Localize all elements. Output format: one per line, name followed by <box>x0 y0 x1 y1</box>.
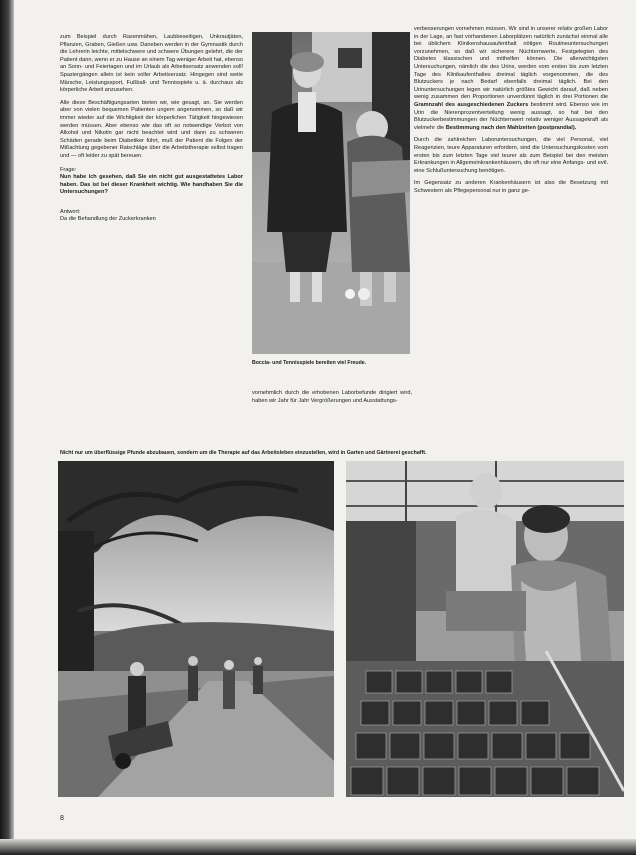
answer-label: Antwort: <box>60 208 81 215</box>
right-paragraph-2: Durch die zahlreichen Laboruntersuchungen, die viel Personal, viel Reagenzien, teure Apparaturen erfordern, sind die Untersuchungskosten vom ersten bis zum letzten Tage viel teurer als zum Beispiel bei den meisten Erkrankungen in Allgemeinkrankenhäusern, die oft nur eine Anfangs- und evtl. eine Schlußuntersuchung benötigen. <box>414 137 608 174</box>
question-text: Nun habe ich gesehen, daß Sie ein nicht gut ausgestattetes Labor haben. Das ist bei dieser Krankheit wichtig. Wie handhaben Sie die Untersuchungen? <box>60 174 243 196</box>
middle-text-block <box>252 390 412 410</box>
boccia-players-photo <box>252 32 410 354</box>
right-paragraph-1 <box>414 26 608 132</box>
middle-paragraph: vornehmlich durch die erhobenen Laborbefunde dirigiert wird, haben wir Jahr für Jahr Vergrößerungen und Ausstattungs- <box>252 390 412 404</box>
right-bold-1: Gramnzahl des ausgeschiedenen Zuckers <box>414 101 529 108</box>
question-block <box>60 167 243 197</box>
answer-text: Da die Behandlung der Zuckerkranken <box>60 216 156 223</box>
left-paragraph-2: Alle diese Beschäftigungsarten bieten wir, wie gesagt, an. Sie werden aber von vielen bequemen Patienten ungern angenommen, so daß wir immer wieder auf die Wichtigkeit der körperlichen Tätigkeit hingewiesen werden müssen. Aber ebenso wie das oft so notwendige Verbot von Alkohol und Nikotin gar nicht beachtet wird und dann zu schweren Schäden gerade beim Diabetiker führt, muß der Patient die Folgen der Mißachtung gegebener Ratschläge über die Arbeitstherapie selbst tragen und — oft leider zu spät bereuen. <box>60 99 243 159</box>
answer-block <box>60 209 243 224</box>
right-paragraph-1-text: verbesserungen vornehmen müssen. Wir sind in unserer relativ großen Labor in der Lage, an fast vorhandenen Laborplätzen natürlich zunächst einmal alle bei üblichem Klinikenshausaufenthalt nötigen Routineuntersuchungen vorzunehmen, so daß wir sicherere Nüchternwerte, Festgelegten des Diabetes klassischen und mithelfen können. Die allerwichtigsten Untersuchungen, nämlich die des Urins, werden vom ersten bis zum letzten Tage des Klinikaufenthaltes dreimal täglich vorgenommen, die des Blutzuckers je nach Bedarf ebenfalls dreimal täglich. Bei den Urinuntersuchungen legen wir natürlich größtes Gewicht darauf, daß neben wenig zusammen den Proportionen unverdünnt täglich in drei Portionen die <box>414 26 608 101</box>
garden-wheelbarrow-photo <box>58 461 334 797</box>
right-paragraph-1-cont: bestimmt wird. Ebenso wie im Urin die Nierenprozentverteilung wenig aussagt, so hat bei den Blutzuckerbestimmungen der Nüchternwert relativ weniger Aussagekraft als vielmehr die <box>414 101 609 131</box>
right-paragraph-3: Im Gegensatz zu anderen Krankenhäusern ist also die Besetzung mit Schwestern als Pflegepersonal nur in ganz ge- <box>414 180 608 194</box>
page-bottom-edge <box>0 839 636 855</box>
greenhouse-work-photo <box>346 461 624 797</box>
wide-photo-caption: Nicht nur um überflüssige Pfunde abzubauen, sondern um die Therapie auf das Arbeitsleben einzustellen, wird in Garten und Gärtnerei geschafft. <box>60 450 427 456</box>
left-paragraph-1: zum Beispiel durch Rasenmähen, Laubbeseitigen, Unkrautjäten, Pflanzen, Graben, Gießen usw. Daneben werden in der Gymnastik durch die Lehrerin leichte, mittelschwere und schwere Übungen gelehrt, die der Patient dann, wenn er zu Hause an einem Tag weniger Arbeit hat, ebenso an Sonn- und Feiertagen und im Urlaub als Arbeitsersatz anwenden soll! Spaziergängen allein ist kein voller Arbeitsersatz. Hingegen sind weite Märsche, Leistungssport, Fußball- und Tennisspiele u. ä. durchaus als körperliche Arbeit anzusehen. <box>60 34 243 94</box>
left-text-column <box>60 34 243 224</box>
book-spine-shadow <box>0 0 14 855</box>
right-text-column <box>414 26 608 200</box>
top-photo-caption: Boccia- und Tennisspiele bereiten viel Freude. <box>252 360 367 366</box>
question-label: Frage: <box>60 166 77 173</box>
page-number: 8 <box>60 815 64 822</box>
right-bold-2: Bestimmung nach den Mahlzeiten (postprandial). <box>445 124 577 131</box>
